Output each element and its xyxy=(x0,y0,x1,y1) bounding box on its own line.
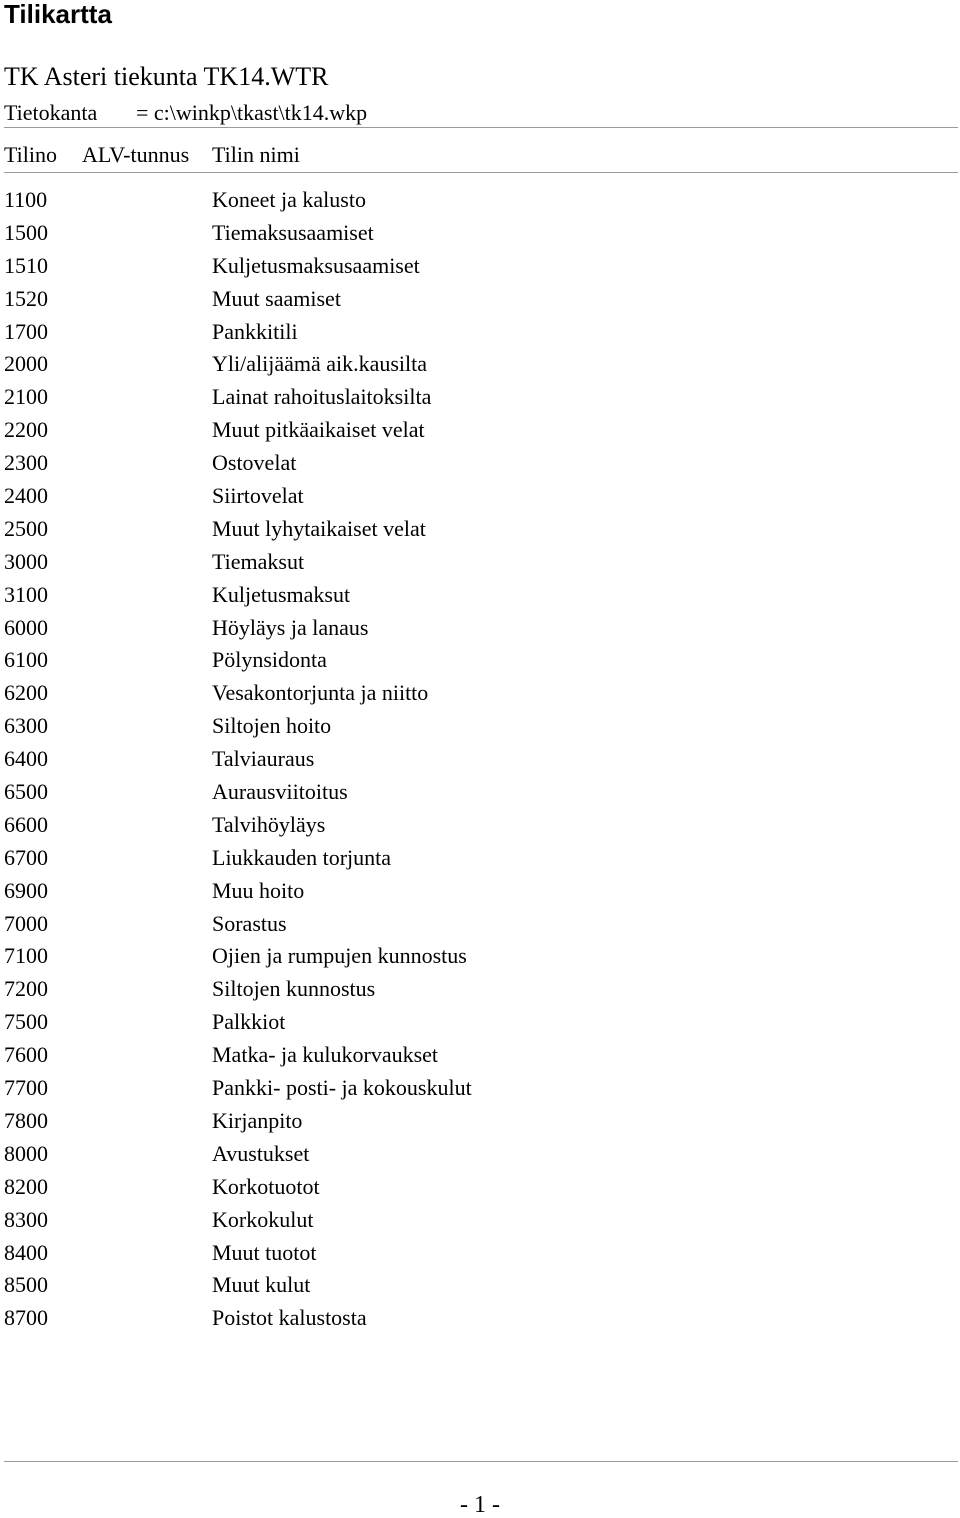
account-number: 1520 xyxy=(4,285,48,311)
account-number: 3000 xyxy=(4,548,48,574)
account-name: Kuljetusmaksut xyxy=(212,581,351,607)
account-row xyxy=(4,284,944,317)
account-number: 1100 xyxy=(4,187,48,212)
account-number: 6400 xyxy=(4,746,48,772)
account-row xyxy=(4,317,944,350)
account-row xyxy=(4,1205,944,1238)
account-number: 8700 xyxy=(4,1305,48,1331)
account-row xyxy=(4,645,944,678)
account-row xyxy=(4,810,944,843)
account-name: Korkotuotot xyxy=(212,1173,320,1199)
account-name: Muut pitkäaikaiset velat xyxy=(212,417,425,443)
account-name: Vesakontorjunta ja niitto xyxy=(212,680,429,706)
account-row xyxy=(4,909,944,942)
account-name: Muut kulut xyxy=(212,1272,311,1298)
account-row xyxy=(4,415,944,448)
account-number: 2100 xyxy=(4,384,48,410)
account-name: Ojien ja rumpujen kunnostus xyxy=(212,943,467,969)
account-name: Palkkiot xyxy=(212,1009,286,1035)
account-name: Sorastus xyxy=(212,910,287,936)
account-number: 8000 xyxy=(4,1140,48,1166)
account-row xyxy=(4,547,944,580)
account-number: 2300 xyxy=(4,450,48,476)
account-row xyxy=(4,678,944,711)
account-number: 2400 xyxy=(4,483,48,509)
account-row xyxy=(4,777,944,810)
column-header-account-name: Tilin nimi xyxy=(212,142,300,167)
account-number: 2500 xyxy=(4,515,48,541)
account-number: 6100 xyxy=(4,647,48,673)
account-number: 7600 xyxy=(4,1042,48,1068)
column-header-vat-code: ALV-tunnus xyxy=(82,142,190,167)
account-number: 2200 xyxy=(4,417,48,443)
account-name: Tiemaksut xyxy=(212,548,305,574)
account-number: 6700 xyxy=(4,844,48,870)
account-name: Aurausviitoitus xyxy=(212,779,348,805)
account-row xyxy=(4,843,944,876)
account-row xyxy=(4,1040,944,1073)
account-row xyxy=(4,1303,944,1336)
account-row xyxy=(4,1270,944,1303)
account-name: Talvihöyläys xyxy=(212,811,326,837)
account-row xyxy=(4,711,944,744)
account-name: Lainat rahoituslaitoksilta xyxy=(212,384,432,410)
account-number: 3100 xyxy=(4,581,48,607)
account-number: 6200 xyxy=(4,680,48,706)
database-path: = c:\winkp\tkast\tk14.wkp xyxy=(136,100,368,125)
account-row xyxy=(4,514,944,547)
account-row xyxy=(4,613,944,646)
account-number: 8400 xyxy=(4,1239,48,1265)
account-name: Poistot kalustosta xyxy=(212,1305,367,1331)
header-divider-top xyxy=(4,127,958,128)
account-row xyxy=(4,1007,944,1040)
account-row xyxy=(4,251,944,284)
account-name: Talviauraus xyxy=(212,746,315,772)
database-label: Tietokanta xyxy=(4,100,98,125)
account-row xyxy=(4,744,944,777)
account-number: 1500 xyxy=(4,219,48,245)
account-name: Avustukset xyxy=(212,1140,310,1166)
account-name: Muu hoito xyxy=(212,877,305,903)
column-header-account-no: Tilino xyxy=(4,142,58,167)
account-name: Muut saamiset xyxy=(212,285,341,311)
footer-divider xyxy=(4,1461,958,1462)
company-name: TK Asteri tiekunta TK14.WTR xyxy=(4,62,329,91)
account-name: Kuljetusmaksusaamiset xyxy=(212,252,420,278)
account-name: Koneet ja kalusto xyxy=(212,187,366,212)
account-row xyxy=(4,1073,944,1106)
account-number: 7100 xyxy=(4,943,48,969)
account-row xyxy=(4,218,944,251)
account-row xyxy=(4,941,944,974)
account-number: 7700 xyxy=(4,1075,48,1101)
account-row xyxy=(4,382,944,415)
account-name: Korkokulut xyxy=(212,1206,314,1232)
account-name: Liukkauden torjunta xyxy=(212,844,392,870)
account-name: Ostovelat xyxy=(212,450,297,476)
header-divider-bottom xyxy=(4,172,958,173)
account-name: Siltojen kunnostus xyxy=(212,976,376,1002)
page-title: Tilikartta xyxy=(4,0,112,29)
account-number: 7200 xyxy=(4,976,48,1002)
account-row xyxy=(4,1139,944,1172)
account-name: Pankki- posti- ja kokouskulut xyxy=(212,1075,472,1101)
account-name: Muut lyhytaikaiset velat xyxy=(212,515,426,541)
account-row xyxy=(4,974,944,1007)
account-number: 6500 xyxy=(4,779,48,805)
account-row xyxy=(4,481,944,514)
account-name: Yli/alijäämä aik.kausilta xyxy=(212,351,428,377)
page-number: - 1 - xyxy=(460,1492,500,1518)
account-name: Tiemaksusaamiset xyxy=(212,219,374,245)
account-name: Muut tuotot xyxy=(212,1239,317,1265)
account-row xyxy=(4,185,944,218)
account-name: Pölynsidonta xyxy=(212,647,327,673)
account-row xyxy=(4,1106,944,1139)
account-row xyxy=(4,448,944,481)
account-row xyxy=(4,1172,944,1205)
account-row xyxy=(4,1238,944,1271)
account-number: 7500 xyxy=(4,1009,48,1035)
account-row xyxy=(4,580,944,613)
account-row xyxy=(4,876,944,909)
account-list xyxy=(4,185,944,1336)
account-number: 6600 xyxy=(4,811,48,837)
account-number: 2000 xyxy=(4,351,48,377)
account-name: Siltojen hoito xyxy=(212,713,332,739)
account-number: 8200 xyxy=(4,1173,48,1199)
account-name: Höyläys ja lanaus xyxy=(212,614,369,640)
account-name: Pankkitili xyxy=(212,318,298,344)
account-name: Matka- ja kulukorvaukset xyxy=(212,1042,439,1068)
account-number: 7000 xyxy=(4,910,48,936)
account-name: Siirtovelat xyxy=(212,483,304,509)
account-number: 1510 xyxy=(4,252,48,278)
account-number: 6900 xyxy=(4,877,48,903)
account-number: 6000 xyxy=(4,614,48,640)
account-row xyxy=(4,349,944,382)
account-number: 7800 xyxy=(4,1107,48,1133)
account-name: Kirjanpito xyxy=(212,1107,303,1133)
account-number: 8300 xyxy=(4,1206,48,1232)
account-number: 6300 xyxy=(4,713,48,739)
account-number: 8500 xyxy=(4,1272,48,1298)
account-number: 1700 xyxy=(4,318,48,344)
